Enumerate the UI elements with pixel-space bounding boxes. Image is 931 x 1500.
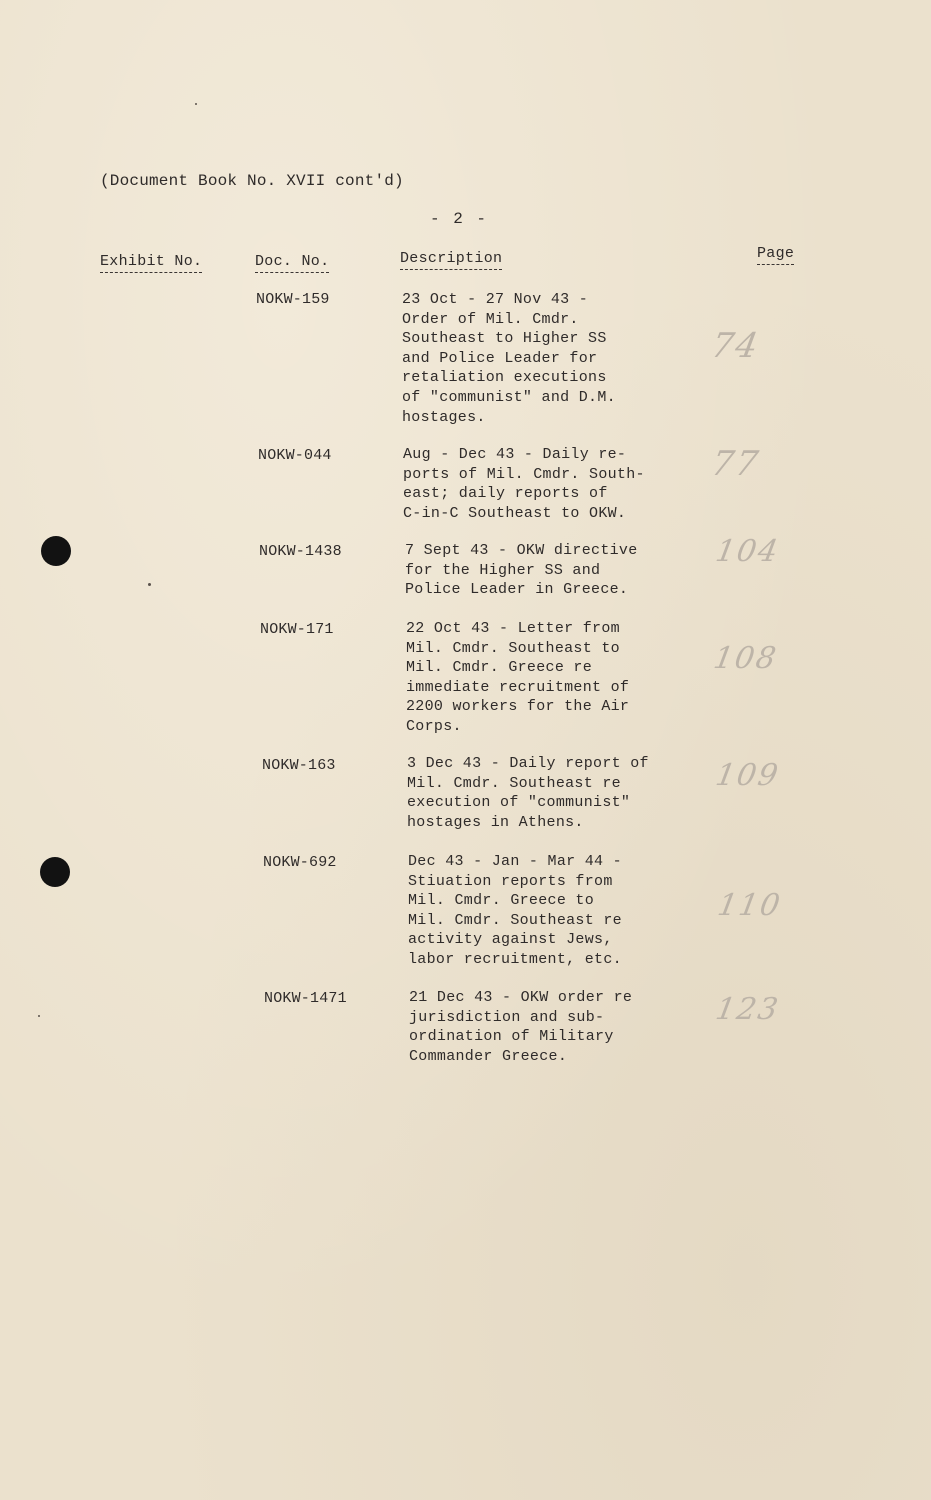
handwritten-page-number: 77 [708,444,763,484]
description-line: for the Higher SS and [405,561,601,579]
description-line: Police Leader in Greece. [405,581,629,599]
description-line: labor recruitment, etc. [408,950,622,968]
doc-number: NOKW-044 [258,447,332,464]
description-line: Mil. Cmdr. Southeast to [406,639,620,657]
description-line: 23 Oct - 27 Nov 43 - [402,291,589,308]
column-header-doc-no: Doc. No. [255,253,329,273]
description-line: 2200 workers for the Air [406,698,630,716]
column-header-description: Description [400,250,502,270]
handwritten-page-number: 108 [710,641,781,676]
description-line: Mil. Cmdr. Southeast re [407,774,621,792]
description-line: 21 Dec 43 - OKW order re [409,989,633,1006]
document-book-heading: (Document Book No. XVII cont'd) [100,172,404,190]
punch-hole [41,536,71,566]
doc-number: NOKW-171 [260,621,334,638]
handwritten-page-number: 104 [712,534,783,569]
description-line: immediate recruitment of [406,678,630,696]
description-line: activity against Jews, [408,931,613,949]
description [408,852,678,970]
paper-speck [38,1015,40,1017]
description-line: Order of Mil. Cmdr. [402,310,579,328]
description-line: Stiuation reports from [408,872,613,890]
description-line: execution of "communist" [407,794,631,812]
description [409,988,679,1066]
doc-number: NOKW-692 [263,854,337,871]
handwritten-page-number: 74 [708,326,763,366]
punch-hole [40,857,70,887]
description-line: jurisdiction and sub- [409,1008,605,1026]
description-line: Dec 43 - Jan - Mar 44 - [408,853,622,870]
column-header-exhibit: Exhibit No. [100,253,202,273]
column-header-page: Page [757,245,794,265]
description-line: Southeast to Higher SS [402,330,607,348]
description-line: ordination of Military [409,1028,614,1046]
description-line: of "communist" and D.M. [402,388,616,406]
description-line: 22 Oct 43 - Letter from [406,620,620,637]
doc-number: NOKW-1471 [264,990,347,1007]
description-line: C-in-C Southeast to OKW. [403,504,627,522]
doc-number: NOKW-163 [262,757,336,774]
paper-speck [148,583,151,586]
description-line: hostages. [402,408,486,426]
description [407,754,677,832]
description [402,290,672,427]
doc-number: NOKW-159 [256,291,330,308]
description-line: Mil. Cmdr. Greece re [406,659,593,677]
description-line: east; daily reports of [403,485,608,503]
page-number: - 2 - [430,210,489,228]
doc-number: NOKW-1438 [259,543,342,560]
handwritten-page-number: 123 [712,992,783,1027]
handwritten-page-number: 110 [714,888,785,923]
description-line: Aug - Dec 43 - Daily re- [403,446,627,463]
paper-speck [195,103,197,105]
description-line: Corps. [406,717,462,735]
description-line: retaliation executions [402,369,607,387]
description-line: Mil. Cmdr. Greece to [408,892,595,910]
description-line: Mil. Cmdr. Southeast re [408,911,622,929]
description-line: and Police Leader for [402,349,598,367]
description [403,445,673,523]
description [406,619,676,737]
description-line: 7 Sept 43 - OKW directive [405,542,638,559]
description [405,541,675,600]
description-line: ports of Mil. Cmdr. South- [403,465,645,483]
description-line: hostages in Athens. [407,813,584,831]
handwritten-page-number: 109 [712,758,783,793]
description-line: 3 Dec 43 - Daily report of [407,755,649,772]
description-line: Commander Greece. [409,1047,568,1065]
